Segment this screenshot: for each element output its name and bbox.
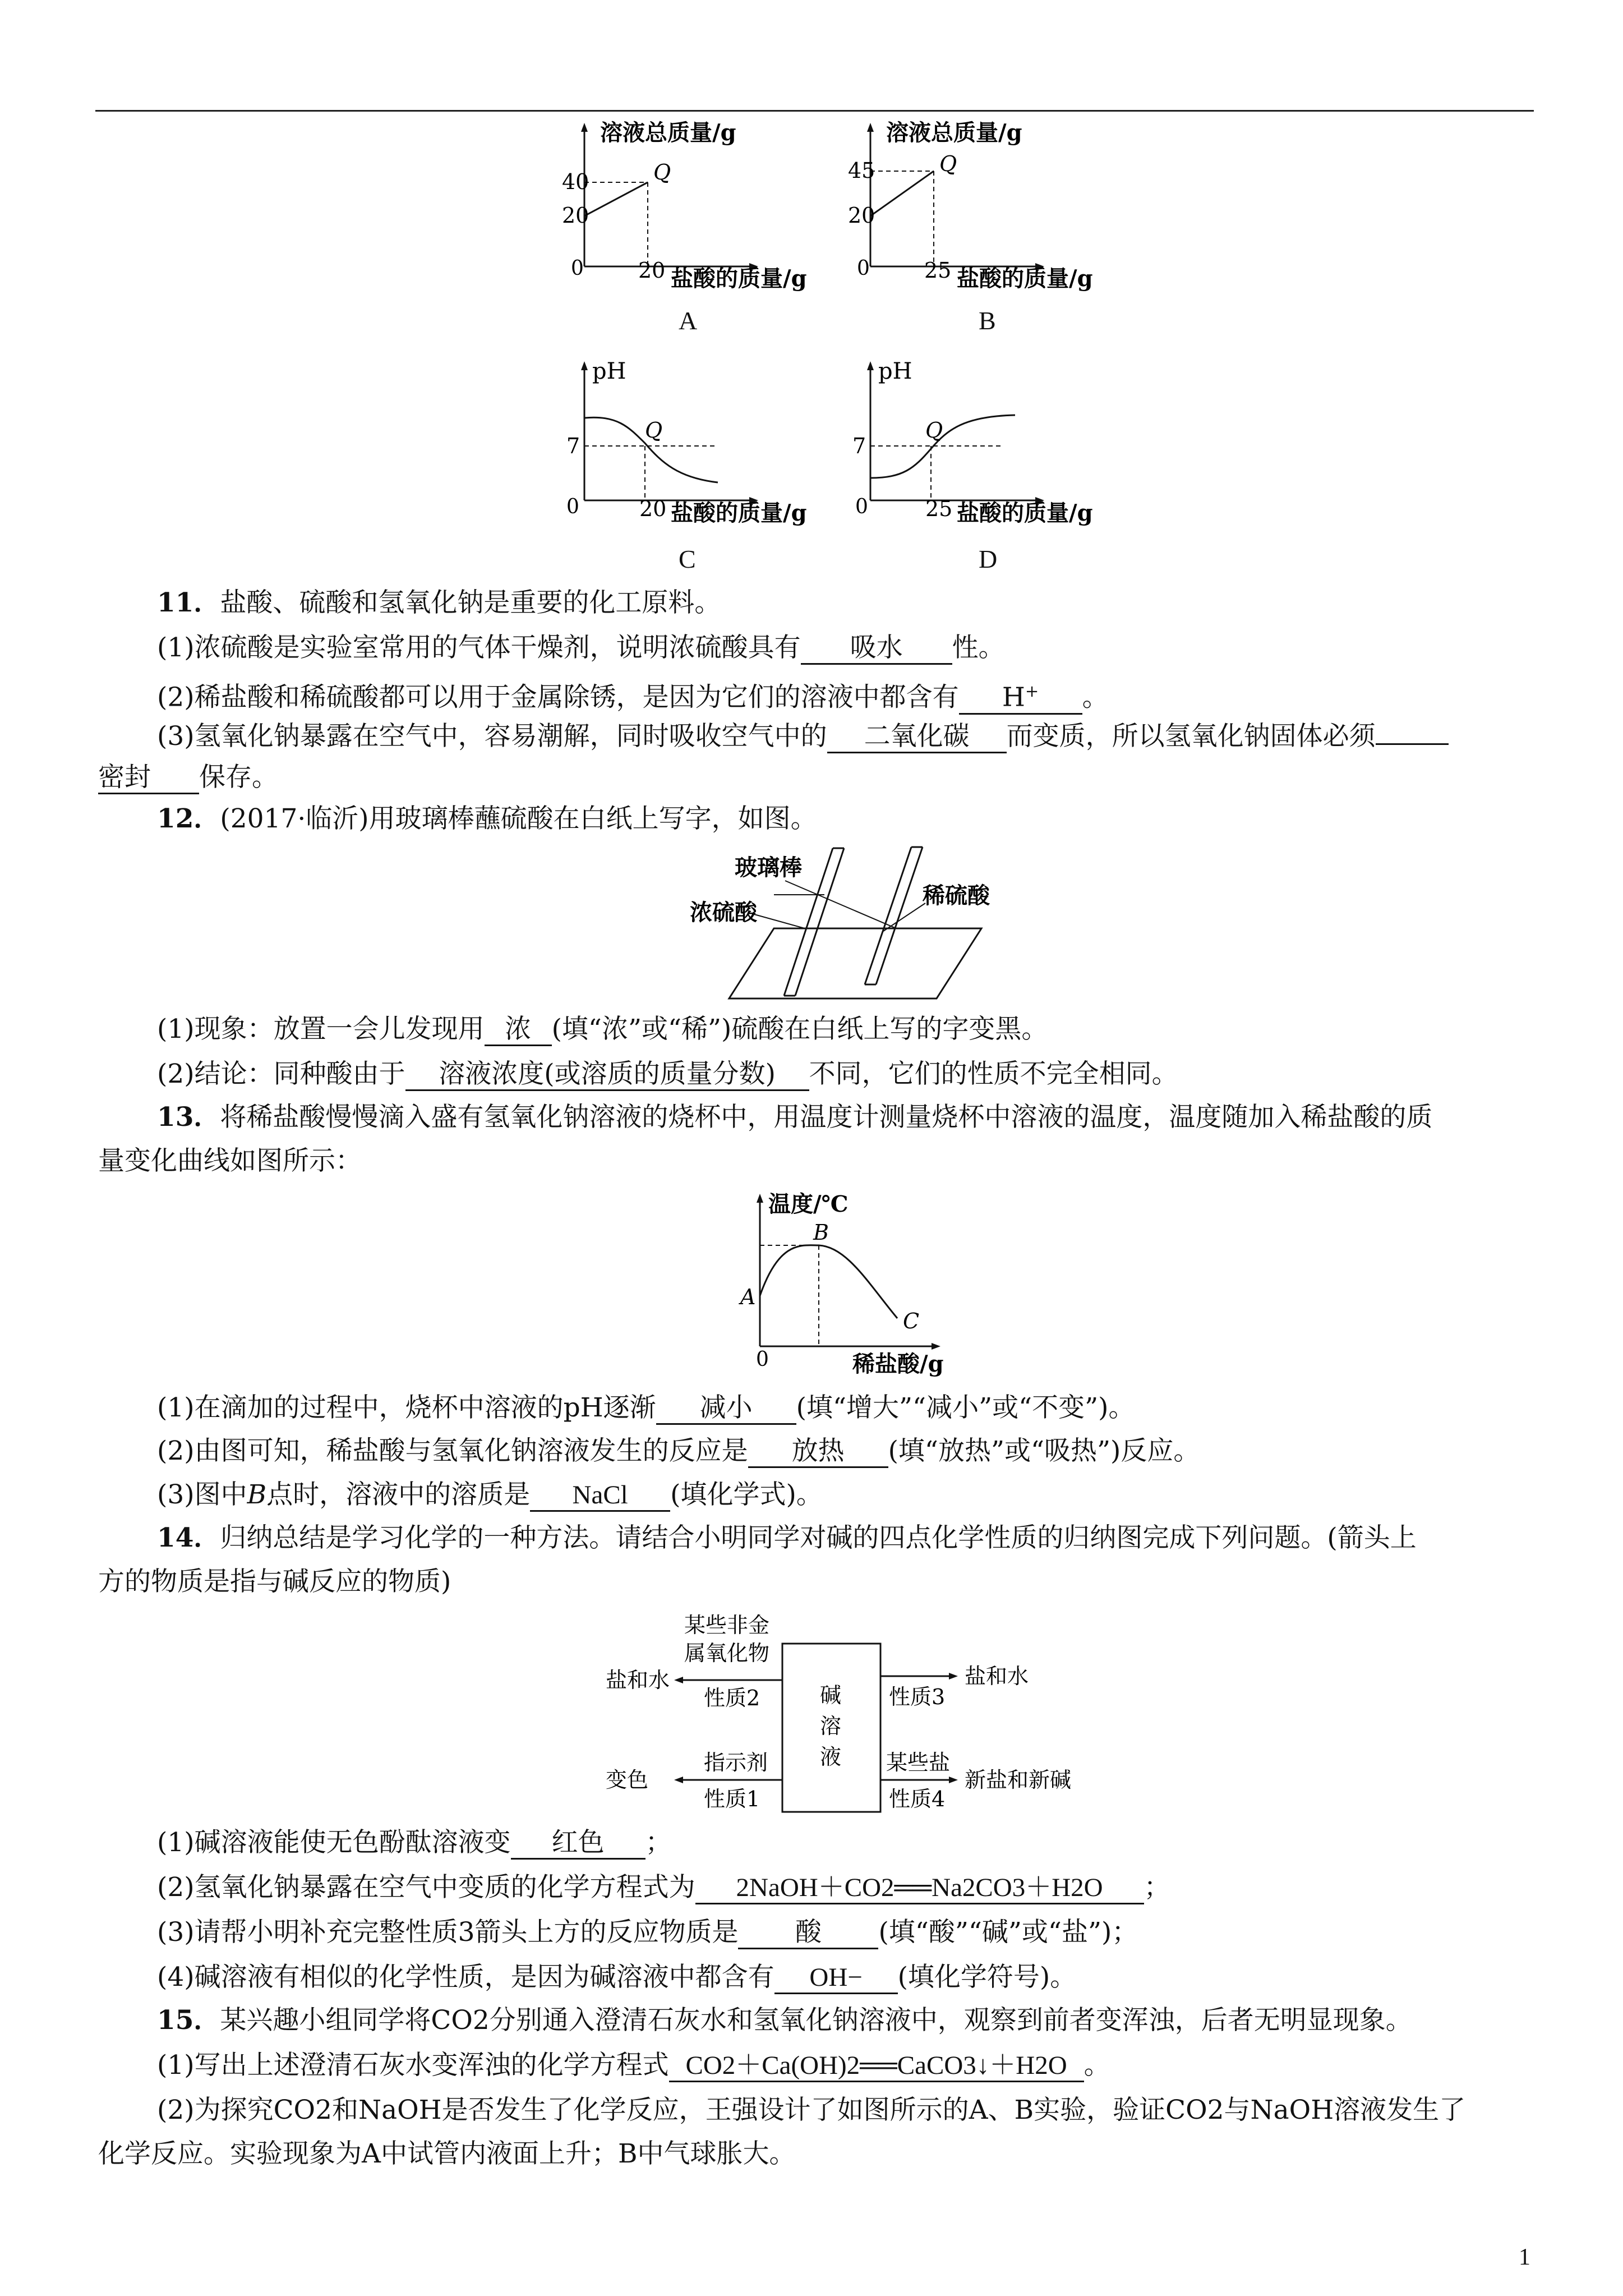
q14-bl-result: 变色: [606, 1768, 649, 1792]
q14-tl-result: 盐和水: [606, 1668, 670, 1692]
q14-stem-line1: 14．归纳总结是学习化学的一种方法。请结合小明同学对碱的四点化学性质的归纳图完成下列问题。(箭头上: [157, 1522, 1417, 1553]
q12-part2: (2)结论：同种酸由于 溶液浓度(或溶质的质量分数) 不同，它们的性质不完全相同。: [157, 1057, 1178, 1091]
q14-center-char3: 液: [820, 1745, 842, 1769]
q14-tr-result: 盐和水: [965, 1664, 1029, 1688]
q13-point-b: B: [813, 1220, 829, 1245]
q13-xlabel: 稀盐酸/g: [852, 1351, 944, 1377]
graph-b-caption: B: [979, 306, 996, 335]
graph-c-ylabel: pH: [592, 358, 626, 384]
graph-a-xlabel: 盐酸的质量/g: [671, 265, 807, 292]
q15-part1: (1)写出上述澄清石灰水变浑浊的化学方程式 CO2＋Ca(OH)2══CaCO3↓＋H2O 。: [157, 2049, 1110, 2082]
q13-temperature-graph: [735, 1184, 970, 1386]
q15-answer1: CO2＋Ca(OH)2══CaCO3↓＋H2O: [669, 2050, 1084, 2082]
graph-c-ytick: 7: [566, 434, 580, 458]
page-number: 1: [1519, 2244, 1530, 2270]
graph-d: [824, 353, 1138, 539]
q12-answer1: 浓: [485, 1014, 552, 1046]
q12-part1: (1)现象：放置一会儿发现用 浓 (填“浓”或“稀”)硫酸在白纸上写的字变黑。: [157, 1013, 1048, 1046]
graph-c-xlabel: 盐酸的质量/g: [671, 500, 807, 526]
q14-center-char2: 溶: [820, 1714, 842, 1738]
q12-figure: [690, 841, 1026, 1010]
q11-part1: (1)浓硫酸是实验室常用的气体干燥剂，说明浓硫酸具有 吸水 性。: [157, 631, 1005, 665]
graph-a-xtick: 20: [638, 258, 666, 283]
q14-part1: (1)碱溶液能使无色酚酞溶液变 红色 ；: [157, 1826, 672, 1860]
q14-tl-bottom: 性质2: [704, 1686, 760, 1710]
graph-a-point-q: Q: [653, 160, 671, 185]
q14-tl-top1: 某些非金: [684, 1613, 770, 1637]
q11-answer2: H+: [959, 676, 1082, 715]
q14-br-bottom: 性质4: [889, 1787, 946, 1811]
graph-b-ytick-20: 20: [848, 203, 875, 228]
graph-b-xtick: 25: [924, 258, 952, 283]
graph-d-origin: 0: [855, 495, 868, 518]
q14-answer3: 酸: [738, 1917, 878, 1949]
q11-answer1: 吸水: [801, 633, 952, 665]
graph-b: [824, 115, 1138, 300]
graph-c-xtick: 20: [639, 496, 667, 521]
graph-c-origin: 0: [566, 495, 579, 518]
graph-b-origin: 0: [857, 257, 870, 280]
q12-label-conc: 浓硫酸: [690, 899, 757, 926]
q11-answer4: 密封: [98, 762, 199, 794]
q14-answer4: OH−: [774, 1962, 898, 1994]
q14-answer1: 红色: [511, 1828, 645, 1860]
graph-d-xtick: 25: [925, 496, 953, 521]
q12-label-rod: 玻璃棒: [735, 854, 802, 881]
q15-part2-line2: 化学反应。实验现象为A中试管内液面上升；B中气球胀大。: [98, 2138, 796, 2169]
q14-tl-top2: 属氧化物: [684, 1641, 770, 1665]
q11-stem: 11．盐酸、硫酸和氢氧化钠是重要的化工原料。: [157, 587, 721, 618]
q13-part1: (1)在滴加的过程中，烧杯中溶液的pH逐渐 减小 (填“增大”“减小”或“不变”)。: [157, 1391, 1135, 1425]
graph-d-xlabel: 盐酸的质量/g: [957, 500, 1093, 526]
q13-part2: (2)由图可知，稀盐酸与氢氧化钠溶液发生的反应是 放热 (填“放热”或“吸热”)反应。: [157, 1434, 1200, 1468]
q14-br-top: 某些盐: [886, 1750, 951, 1775]
graph-d-ylabel: pH: [878, 358, 912, 384]
q13-point-a: A: [740, 1285, 756, 1309]
q14-part2: (2)氢氧化钠暴露在空气中变质的化学方程式为 2NaOH＋CO2══Na2CO3＋H2O ；: [157, 1871, 1170, 1904]
q14-base-properties-diagram: [600, 1613, 1105, 1820]
q14-bl-bottom: 性质1: [704, 1787, 760, 1811]
q13-origin: 0: [756, 1348, 769, 1371]
q14-bl-top: 指示剂: [704, 1750, 768, 1775]
graph-d-ytick: 7: [852, 434, 866, 458]
q15-part2-line1: (2)为探究CO2和NaOH是否发生了化学反应，王强设计了如图所示的A、B实验，验证CO2与NaOH溶液发生了: [157, 2095, 1466, 2125]
q11-part3-cont: 密封 保存。: [98, 761, 278, 794]
q12-stem: 12．(2017·临沂)用玻璃棒蘸硫酸在白纸上写字，如图。: [157, 803, 817, 834]
graph-a-ytick-20: 20: [562, 203, 589, 228]
q15-stem: 15．某兴趣小组同学将CO2分别通入澄清石灰水和氢氧化钠溶液中，观察到前者变浑浊，后者无明显现象。: [157, 2005, 1412, 2036]
graph-d-point-q: Q: [925, 418, 943, 443]
q14-part4: (4)碱溶液有相似的化学性质，是因为碱溶液中都含有 OH− (填化学符号)。: [157, 1961, 1076, 1994]
q14-center-char1: 碱: [820, 1683, 842, 1708]
q14-tr-bottom: 性质3: [889, 1685, 946, 1709]
graph-a-ylabel: 溶液总质量/g: [600, 119, 736, 146]
graph-a-origin: 0: [571, 257, 584, 280]
graph-a: [538, 115, 852, 300]
q12-answer2: 溶液浓度(或溶质的质量分数): [405, 1059, 809, 1091]
graph-c: [538, 353, 852, 539]
q14-stem-line2: 方的物质是指与碱反应的物质): [98, 1566, 451, 1597]
q11-part3: (3)氢氧化钠暴露在空气中，容易潮解，同时吸收空气中的 二氧化碳 而变质，所以氢氧化钠固体必须: [157, 720, 1449, 753]
header-rule: [95, 110, 1534, 112]
graph-c-point-q: Q: [645, 418, 663, 443]
graph-b-xlabel: 盐酸的质量/g: [957, 265, 1093, 292]
graph-d-caption: D: [979, 545, 998, 573]
q13-stem-line2: 量变化曲线如图所示：: [98, 1145, 362, 1176]
q13-answer3: NaCl: [530, 1480, 670, 1512]
graph-c-caption: C: [679, 545, 696, 573]
graph-b-point-q: Q: [939, 151, 957, 176]
q13-answer2: 放热: [748, 1436, 888, 1468]
q11-part2: (2)稀盐酸和稀硫酸都可以用于金属除锈，是因为它们的溶液中都含有 H+ 。: [157, 676, 1109, 715]
q14-part3: (3)请帮小明补充完整性质3箭头上方的反应物质是 酸 (填“酸”“碱”或“盐”)；: [157, 1916, 1138, 1949]
q11-answer3: 二氧化碳: [827, 721, 1007, 753]
q13-answer1: 减小: [656, 1393, 796, 1425]
q13-point-c: C: [903, 1309, 920, 1333]
graph-a-ytick-40: 40: [562, 169, 589, 194]
q13-part3: (3)图中B点时，溶液中的溶质是 NaCl (填化学式)。: [157, 1478, 823, 1512]
graph-b-ylabel: 溶液总质量/g: [886, 119, 1022, 146]
q13-ylabel: 温度/℃: [768, 1191, 849, 1217]
graph-a-caption: A: [679, 306, 698, 335]
q14-answer2: 2NaOH＋CO2══Na2CO3＋H2O: [695, 1872, 1144, 1904]
graph-b-ytick-45: 45: [848, 158, 875, 183]
q14-br-result: 新盐和新碱: [965, 1768, 1072, 1792]
q12-label-dilute: 稀硫酸: [923, 882, 990, 909]
q13-stem-line1: 13．将稀盐酸慢慢滴入盛有氢氧化钠溶液的烧杯中，用温度计测量烧杯中溶液的温度，温度随加入稀盐酸的质: [157, 1102, 1433, 1133]
